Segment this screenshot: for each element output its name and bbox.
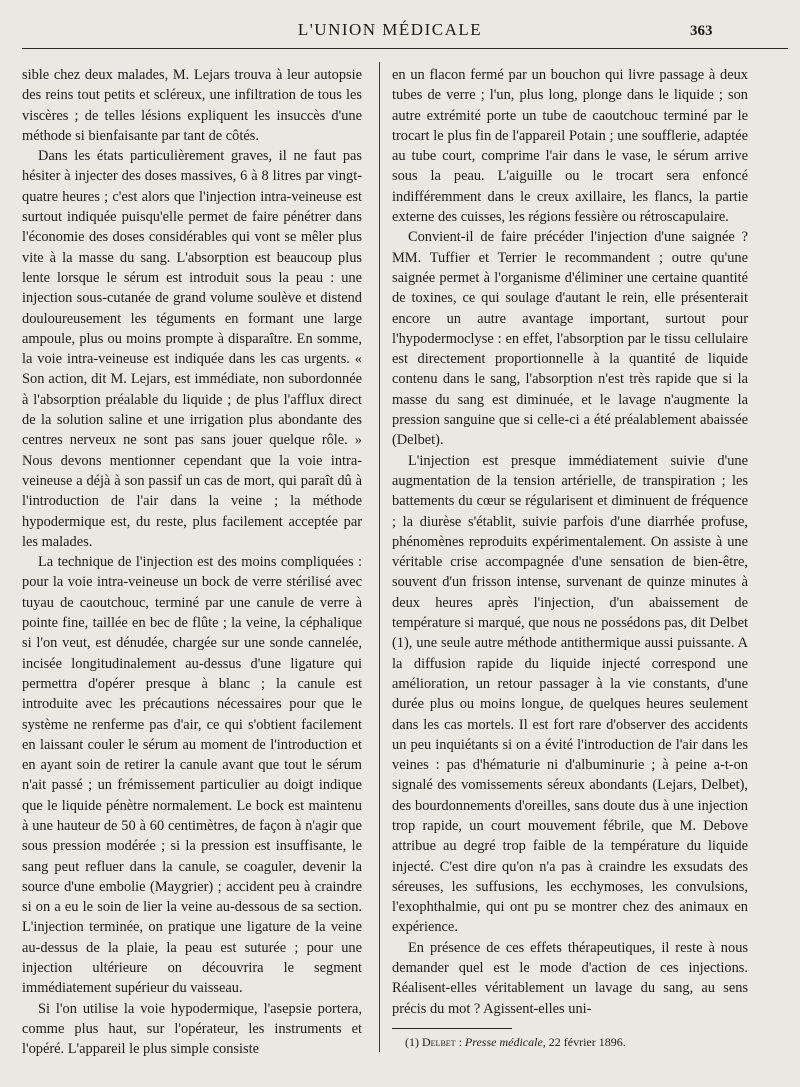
footnote: (1) Delbet : Presse médicale, 22 février 1896.: [405, 1035, 626, 1049]
column-divider: [379, 62, 380, 1052]
paragraph: Si l'on utilise la voie hypodermique, l'asepsie portera, comme plus haut, sur l'opérateur, les instruments et l'opéré. L'appareil le plus simple consiste: [22, 1000, 362, 1058]
page-number: 363: [690, 23, 713, 39]
paragraph: en un flacon fermé par un bouchon qui livre passage à deux tubes de verre ; l'un, plus long, plonge dans le liquide ; son autre extrémité porte un tube de caoutchouc terminé par le trocart le plus fin de l'appareil Potain ; une soufflerie, adaptée au tube court, comprime l'air dans le vase, le sérum arrive sous la peau. L'aiguille ou le trocart sera enfoncé indifféremment dans le creux axillaire, les flancs, la partie externe des cuisses, les régions fessière ou rétroscapulaire.: [392, 67, 748, 226]
paragraph: sible chez deux malades, M. Lejars trouva à leur autopsie des reins tout petits et scléreux, une infiltration de tous les viscères ; de telles lésions expliquent les insuccès d'une méthode si bienfaisante par tant de côtés.: [22, 67, 362, 144]
footnote-date: , 22 février 1896.: [542, 1035, 626, 1049]
paragraph: L'injection est presque immédiatement suivie d'une augmentation de la tension artérielle, de transpiration ; les battements du cœur se régularisent et diminuent de fréquence ; la diurèse s'établit, suivie parfois d'une diarrhée profuse, phénomènes reproduits expérimentalement. On assiste à une véritable crise accompagnée d'une sensation de bien-être, souvent d'un frisson intense, survenant de quinze minutes à deux heures après l'injection, d'un abaissement de température si marqué, que nous ne possédons pas, dit Delbet (1), une seule autre méthode antithermique aussi puissante. A la diffusion rapide du liquide injecté correspond une amélioration, un retour passager à la vie constants, d'une durée plus ou moins longue, de quelques heures seulement dans les cas mortels. Il est fort rare d'observer des accidents un peu inquiétants si on a évité l'introduction de l'air dans les veines : pas d'hématurie ni d'albuminurie ; à peine a-t-on signalé des vomissements séreux abondants (Lejars, Delbet), des bourdonnements d'oreilles, sans doute dus à une injection trop rapide, un court mouvement fébrile, que M. Debove attribue au degré trop faible de la température du liquide injecté. C'est dire qu'on n'a pas à craindre les exsudats des séreuses, les suffusions, les ecchymoses, les convulsions, l'exophthalmie, qui ont pu se montrer chez des animaux en expérience.: [392, 452, 748, 936]
footnote-author: Delbet: [422, 1035, 456, 1049]
running-header: [0, 20, 800, 44]
paragraph: La technique de l'injection est des moins compliquées : pour la voie intra-veineuse un bock de verre stérilisé avec tuyau de caoutchouc, terminé par une canule de verre à pointe fine, taillée en bec de flûte ; la veine, la céphalique si l'on veut, est dénudée, chargée sur une sonde cannelée, incisée longitudinalement au-dessus d'une ligature qui permettra d'opérer presque à blanc ; la canule est introduite avec les précautions nécessaires pour que le système ne renferme pas d'air, ce qui s'obtient facilement en laissant couler le sérum au moment de l'introduction et en ayant soin de retirer la canule avant que tout le sérum n'ait passé ; un frémissement particulier au doigt indique que le liquide pénètre normalement. Le bock est maintenu à une hauteur de 50 à 60 centimètres, de façon à n'agir que sous pression modérée ; si la pression est insuffisante, le sang peut refluer dans la canule, se coaguler, devenir la source d'une embolie (Maygrier) ; accident peu à craindre si on a eu le soin de lier la veine au-dessous de sa section. L'injection terminée, on pratique une ligature de la veine au-dessus de la plaie, la peau est suturée ; pour une injection ultérieure on découvrira le segment immédiatement supérieur du vaisseau.: [22, 554, 362, 997]
right-column: [392, 65, 748, 1019]
paragraph: Convient-il de faire précéder l'injection d'une saignée ? MM. Tuffier et Terrier le recommandent ; outre qu'une saignée permet à l'organisme d'éliminer une certaine quantité de toxines, ce qui soulage d'autant le rein, elle présenterait encore un autre avantage important, surtout pour l'hypodermoclyse : en effet, l'absorption par le tissu cellulaire est directement proportionnelle à la quantité de liquide contenu dans le sang, l'absorption n'est très rapide que si la masse du sang est diminuée, et le lavage n'augmente la pression sanguine que si celle-ci a été préalablement abaissée (Delbet).: [392, 229, 748, 449]
footnote-marker: (1): [405, 1035, 419, 1049]
left-column: [22, 65, 362, 1060]
footnote-source: Presse médicale: [464, 1035, 543, 1049]
header-rule: [22, 48, 788, 49]
paragraph: En présence de ces effets thérapeutiques, il reste à nous demander quel est le mode d'action de ces injections. Réalisent-elles véritablement un lavage du sang, au sens précis du mot ? Agissent-elles uni-: [392, 939, 748, 1017]
running-title: L'UNION MÉDICALE: [297, 20, 483, 39]
footnote-rule: [392, 1028, 512, 1029]
paragraph: Dans les états particulièrement graves, il ne faut pas hésiter à injecter des doses massives, 6 à 8 litres par vingt-quatre heures ; c'est alors que l'injection intra-veineuse est surtout indiquée puisqu'elle permet de faire pénétrer dans l'économie des doses considérables qui vont se mêler plus vite à la masse du sang. L'absorption est beaucoup plus lente lorsque le sérum est introduit sous la peau : une injection sous-cutanée de grand volume soulève et distend douloureusement les téguments en formant une large ampoule, plus ou moins prompte à disparaître. En somme, la voie intra-veineuse est indiquée dans les cas urgents. « Son action, dit M. Lejars, est immédiate, non subordonnée à l'absorption préalable du liquide ; de plus l'afflux direct de la solution saline et une irrigation plus abondante des centres nerveux ne sont pas sans jouer quelque rôle. » Nous devons mentionner cependant que la voie intra-veineuse a déjà à son passif un cas de mort, qui paraît dû à l'introduction de l'air dans la veine ; la méthode hypodermique est, du reste, plus facilement acceptée par les malades.: [22, 148, 362, 550]
